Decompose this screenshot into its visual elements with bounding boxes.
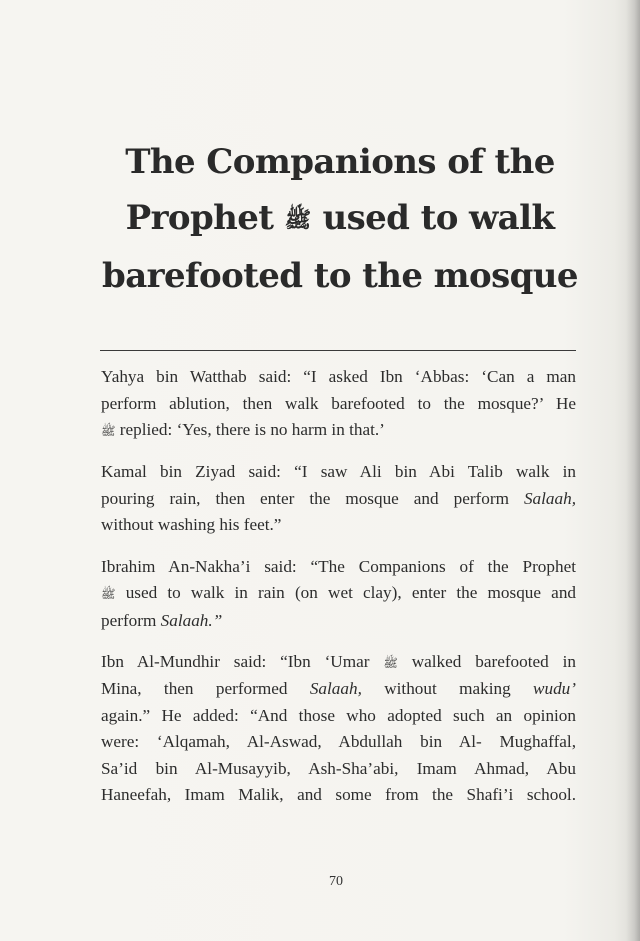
italic-term: Salaah.” [160,610,223,630]
italic-term: Salaah, [523,488,576,508]
title-line-2-start: Prophet [125,198,274,238]
paragraph-line-text: pouring rain, then enter the mosque and perform [101,488,509,508]
paragraph-line [101,486,576,513]
title-divider [100,350,576,351]
salutation-glyph: ﷺ [284,207,312,233]
paragraph-line-text: without making [384,679,511,699]
paragraph-line-text: replied: ‘Yes, there is no harm in that.’ [119,420,385,439]
paragraph-line: perform ablution, then walk barefooted to the mosque?’ He [101,393,576,413]
paragraph-line [101,608,576,635]
paragraph-line [101,417,576,444]
page-edge-shadow [626,0,640,941]
paragraph-line: Sa’id bin Al-Musayyib, Ash-Sha’abi, Imam Ahmad, Abu [101,758,576,778]
title-line-1: The Companions of the [125,142,555,182]
title-line-3: barefooted to the mosque [102,256,578,296]
paragraph-1 [101,364,576,444]
paragraph-line: Yahya bin Watthab said: “I asked Ibn ‘Abbas: ‘Can a man [101,367,576,386]
title-line-2 [100,190,580,248]
paragraph-3 [101,554,576,634]
paragraph-line: Haneefah, Imam Malik, and some from the Shafi’i school. [101,785,576,805]
paragraph-line: were: ‘Alqamah, Al-Aswad, Abdullah bin Al- Mughaffal, [101,732,576,752]
paragraph-line: Kamal bin Ziyad said: “I saw Ali bin Abi Talib walk in [101,462,576,482]
paragraph-line-text: used to walk in rain (on wet clay), enter the mosque and [125,583,576,603]
paragraph-line-text: walked barefooted in [411,652,576,672]
salutation-glyph: ﷺ [101,587,116,602]
paragraph-4 [101,649,576,809]
chapter-title [100,134,580,304]
page-number: 70 [329,874,343,889]
salutation-glyph: ﷺ [101,423,116,438]
paragraph-line-text: Ibn Al-Mundhir said: “Ibn ‘Umar [101,652,370,672]
paragraph-line [101,649,576,676]
paragraph-line: again.” He added: “And those who adopted such an opinion [101,705,576,725]
paragraph-2 [101,459,576,539]
paragraph-line-text: Mina, then performed [101,679,288,699]
salutation-glyph: ﷺ [383,655,398,670]
italic-term: wudu’ [533,679,576,699]
title-line-2-end: used to walk [322,198,555,238]
paragraph-line: without washing his feet.” [101,515,282,535]
paragraph-line [101,676,576,703]
italic-term: Salaah, [309,679,362,699]
paragraph-line-text: perform [101,610,157,630]
paragraph-line [101,580,576,607]
body-text [101,364,576,824]
paragraph-line: Ibrahim An-Nakha’i said: “The Companions of the Prophet [101,556,576,576]
